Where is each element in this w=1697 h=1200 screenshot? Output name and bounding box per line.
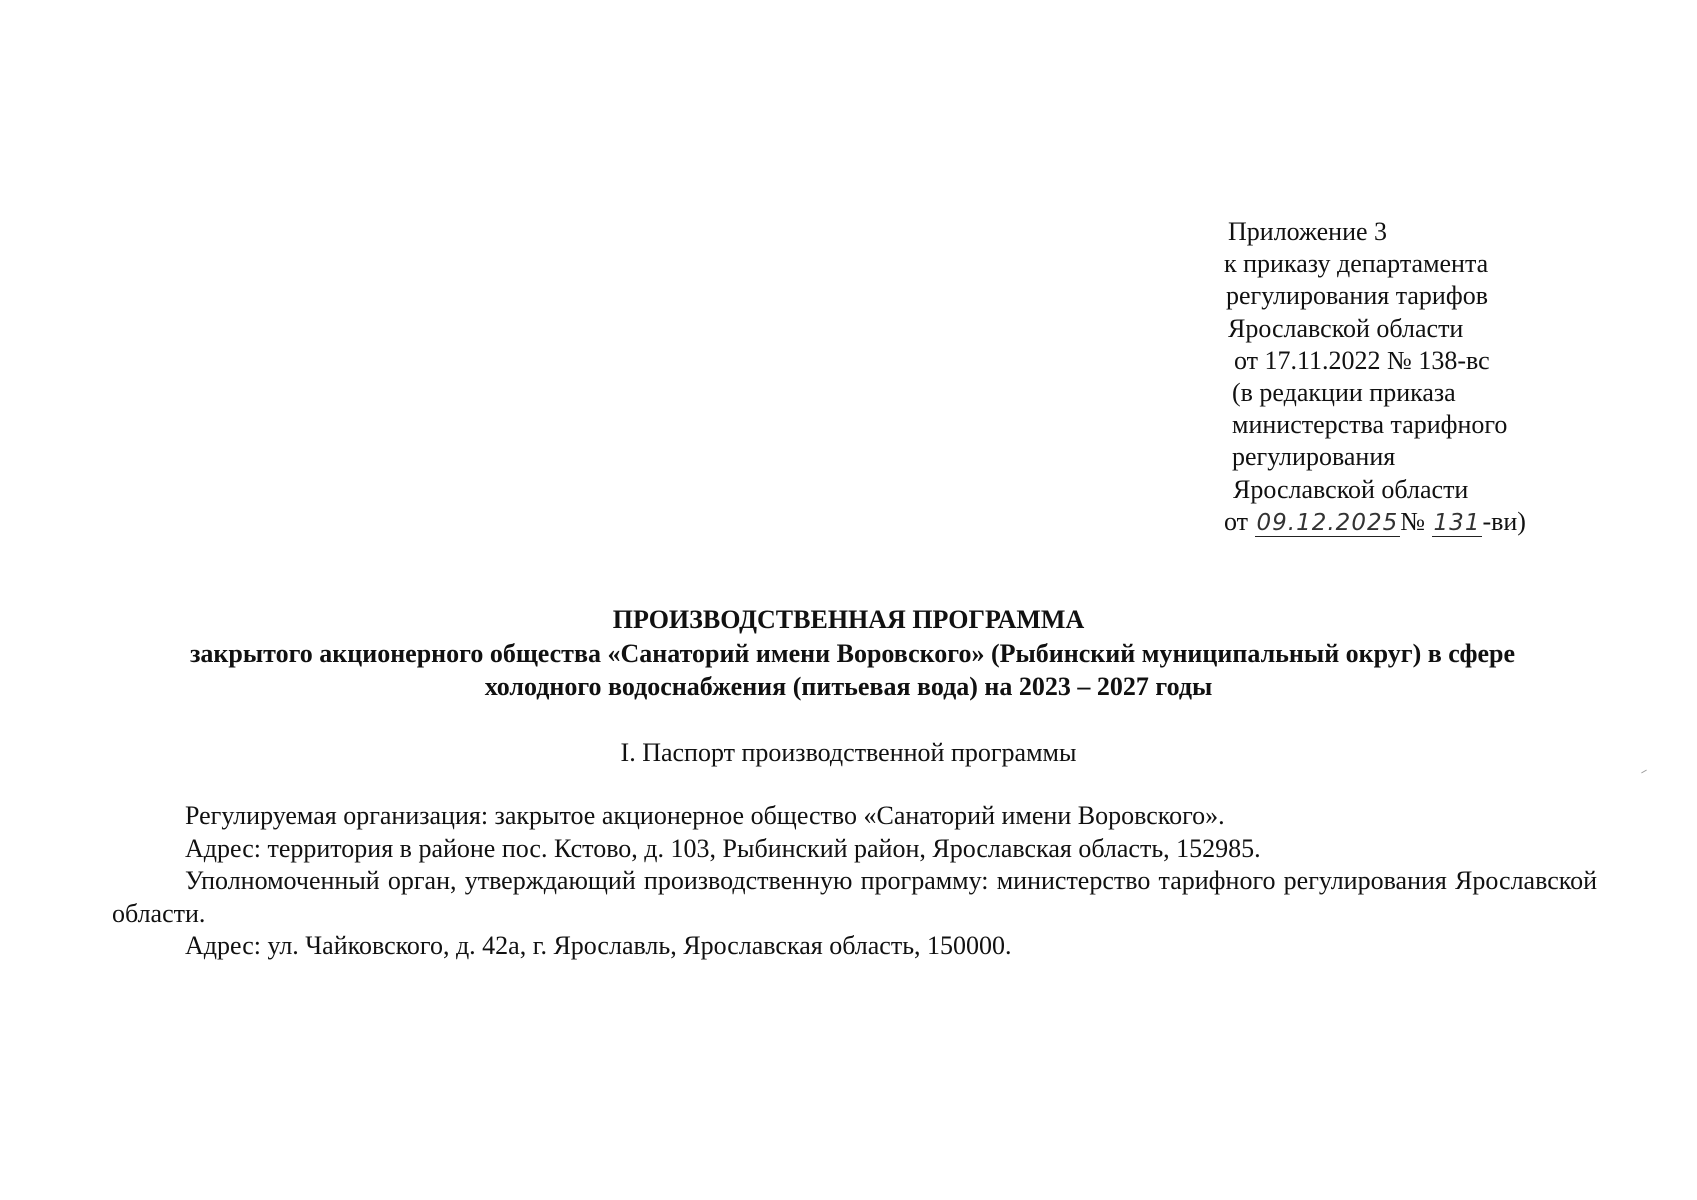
appendix-line-9: Ярославской области <box>1233 474 1469 504</box>
appendix-last-suffix: -ви) <box>1482 506 1526 536</box>
document-subtitle-line-1: закрытого акционерного общества «Санаторий имени Воровского» (Рыбинский муниципальный округ) в сфере <box>189 639 1516 668</box>
document-subtitle-line-2: холодного водоснабжения (питьевая вода) на 2023 – 2027 годы <box>484 672 1213 701</box>
number-sign: № <box>1400 506 1426 536</box>
passport-body <box>112 800 1597 963</box>
scan-mark <box>1641 770 1647 774</box>
appendix-line-4: Ярославской области <box>1228 313 1464 343</box>
handwritten-number: 131 <box>1433 509 1481 536</box>
appendix-line-6: (в редакции приказа <box>1232 378 1456 408</box>
appendix-line-10 <box>1224 506 1526 538</box>
section-heading: I. Паспорт производственной программы <box>620 738 1077 767</box>
paragraph-organization: Регулируемая организация: закрытое акционерное общество «Санаторий имени Воровского». <box>185 801 1225 830</box>
appendix-line-5: от 17.11.2022 № 138-вс <box>1234 345 1490 375</box>
paragraph-authority-address: Адрес: ул. Чайковского, д. 42а, г. Ярославль, Ярославская область, 150000. <box>185 931 1012 960</box>
appendix-block <box>1224 216 1526 538</box>
appendix-last-prefix: от <box>1224 506 1249 536</box>
appendix-line-1: Приложение 3 <box>1228 217 1388 246</box>
appendix-line-2: к приказу департамента <box>1224 249 1489 279</box>
paragraph-authority: Уполномоченный орган, утверждающий производственную программу: министерство тарифного регулирования Ярославской области. <box>112 866 1597 928</box>
document-title: ПРОИЗВОДСТВЕННАЯ ПРОГРАММА <box>612 605 1085 634</box>
appendix-line-3: регулирования тарифов <box>1226 281 1488 311</box>
paragraph-organization-address: Адрес: территория в районе пос. Кстово, д. 103, Рыбинский район, Ярославская область, 152985. <box>185 833 1261 863</box>
appendix-line-8: регулирования <box>1232 442 1396 472</box>
handwritten-date: 09.12.2025 <box>1256 509 1399 536</box>
appendix-line-7: министерства тарифного <box>1232 410 1508 440</box>
